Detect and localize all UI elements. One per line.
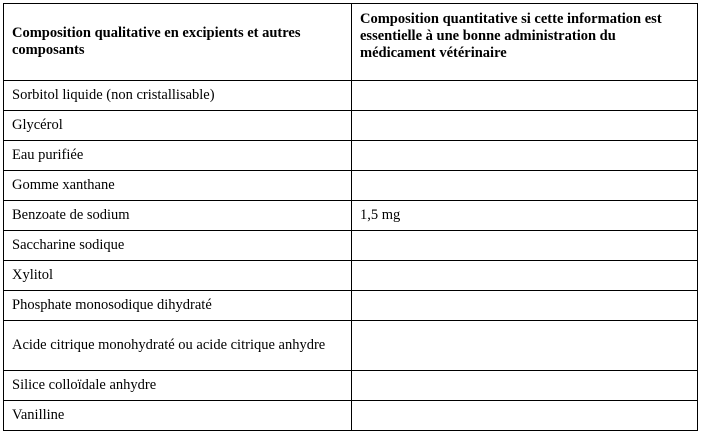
component-cell: Glycérol	[4, 111, 352, 141]
quantity-cell: 1,5 mg	[352, 201, 698, 231]
quantity-cell	[352, 141, 698, 171]
table-row	[4, 401, 698, 431]
quantity-cell	[352, 371, 698, 401]
quantity-cell	[352, 231, 698, 261]
composition-table-wrapper	[3, 3, 698, 431]
table-row	[4, 81, 698, 111]
component-cell: Xylitol	[4, 261, 352, 291]
component-cell: Phosphate monosodique dihydraté	[4, 291, 352, 321]
component-cell: Sorbitol liquide (non cristallisable)	[4, 81, 352, 111]
table-row	[4, 141, 698, 171]
table-row	[4, 261, 698, 291]
header-qualitative: Composition qualitative en excipients et autres composants	[4, 4, 352, 81]
table-row	[4, 231, 698, 261]
quantity-cell	[352, 261, 698, 291]
quantity-cell	[352, 111, 698, 141]
composition-table	[3, 3, 698, 431]
quantity-cell	[352, 171, 698, 201]
component-cell: Gomme xanthane	[4, 171, 352, 201]
quantity-cell	[352, 321, 698, 371]
quantity-cell	[352, 291, 698, 321]
table-row	[4, 201, 698, 231]
component-cell: Eau purifiée	[4, 141, 352, 171]
component-cell: Silice colloïdale anhydre	[4, 371, 352, 401]
quantity-cell	[352, 81, 698, 111]
component-cell: Saccharine sodique	[4, 231, 352, 261]
table-row	[4, 291, 698, 321]
table-row	[4, 171, 698, 201]
table-row	[4, 321, 698, 371]
table-row	[4, 371, 698, 401]
table-header-row	[4, 4, 698, 81]
component-cell: Benzoate de sodium	[4, 201, 352, 231]
header-quantitative: Composition quantitative si cette information est essentielle à une bonne administration du médicament vétérinaire	[352, 4, 698, 81]
quantity-cell	[352, 401, 698, 431]
component-cell: Vanilline	[4, 401, 352, 431]
table-row	[4, 111, 698, 141]
component-cell: Acide citrique monohydraté ou acide citrique anhydre	[4, 321, 352, 371]
